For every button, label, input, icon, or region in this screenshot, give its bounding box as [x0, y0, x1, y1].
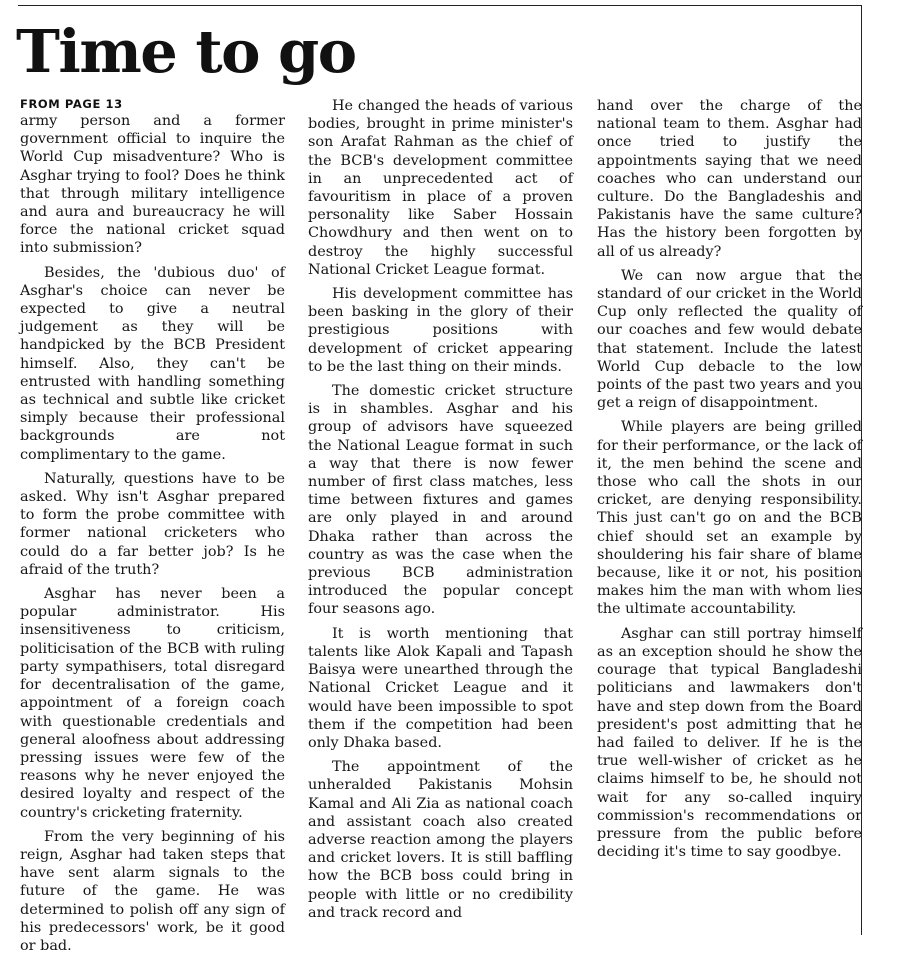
paragraph: It is worth mentioning that talents like Alok Kapali and Tapash Baisya were unearthed through the National Cricket League and it would have been impossible to spot them if the competition had been only Dhaka based. [308, 625, 573, 751]
paragraph: He changed the heads of various bodies, brought in prime minister's son Arafat Rahman as the chief of the BCB's development committee in an unprecedented act of favouritism in place of a proven personality like Saber Hossain Chowdhury and then went on to destroy the highly successful National Cricket League format. [308, 98, 573, 278]
headline: Time to go [16, 17, 356, 86]
article-column-2 [308, 97, 573, 937]
paragraph: hand over the charge of the national team to them. Asghar had once tried to justify the appointments saying that we need coaches who can understand our culture. Do the Bangladeshis and Pakistanis have the same culture? Has the history been forgotten by all of us already? [597, 98, 862, 260]
paragraph: Naturally, questions have to be asked. Why isn't Asghar prepared to form the probe committee with former national cricketers who could do a far better job? Is he afraid of the truth? [20, 470, 285, 578]
paragraph: From the very beginning of his reign, Asghar had taken steps that have sent alarm signals to the future of the game. He was determined to polish off any sign of his predecessors' work, be it good or bad. [20, 828, 285, 954]
paragraph: His development committee has been basking in the glory of their prestigious positions with development of cricket appearing to be the last thing on their minds. [308, 286, 573, 375]
paragraph: army person and a former government official to inquire the World Cup misadventure? Who is Asghar trying to fool? Does he think that through military intelligence and aura and bureaucracy he will force the national cricket squad into submission? [20, 113, 285, 257]
article-column-1 [20, 97, 285, 954]
paragraph: Asghar has never been a popular administrator. His insensitiveness to criticism, politicisation of the BCB with ruling party sympathisers, total disregard for decentralisation of the game, appointment of a foreign coach with questionable credentials and general aloofness about addressing pressing issues were few of the reasons why he never enjoyed the desired loyalty and respect of the country's cricketing fraternity. [20, 586, 285, 821]
paragraph: Besides, the 'dubious duo' of Asghar's choice can never be expected to give a neutral judgement as they will be handpicked by the BCB President himself. Also, they can't be entrusted with handling something as technical and subtle like cricket simply because their professional backgrounds are not complimentary to the game. [20, 264, 285, 463]
paragraph: The domestic cricket structure is in shambles. Asghar and his group of advisors have squeezed the National League format in such a way that there is now fewer number of first class matches, less time between fixtures and games are only played in and around Dhaka rather than across the country as was the case when the previous BCB administration introduced the popular concept four seasons ago. [308, 383, 573, 618]
top-rule [18, 5, 862, 6]
paragraph: We can now argue that the standard of our cricket in the World Cup only reflected the quality of our coaches and few would debate that statement. Include the latest World Cup debacle to the low points of the past two years and you get a reign of disappointment. [597, 267, 862, 412]
continuation-kicker: FROM PAGE 13 [20, 97, 123, 111]
article-column-3 [597, 97, 862, 937]
paragraph: The appointment of the unheralded Pakistanis Mohsin Kamal and Ali Zia as national coach and assistant coach also created adverse reaction among the players and cricket lovers. It is still baffling how the BCB boss could bring in people with little or no credibility and track record and [308, 759, 573, 921]
paragraph: While players are being grilled for their performance, or the lack of it, the men behind the scene and those who call the shots in our cricket, are denying responsibility. This just can't go on and the BCB chief should set an example by shouldering his fair share of blame because, like it or not, his position makes him the man with whom lies the ultimate accountability. [597, 419, 862, 618]
paragraph: Asghar can still portray himself as an exception should he show the courage that typical Bangladeshi politicians and lawmakers don't have and step down from the Board president's post admitting that he had failed to deliver. If he is the true well-wisher of cricket as he claims himself to be, he should not wait for any so-called inquiry commission's recommendations or pressure from the public before deciding it's time to say goodbye. [597, 625, 862, 861]
